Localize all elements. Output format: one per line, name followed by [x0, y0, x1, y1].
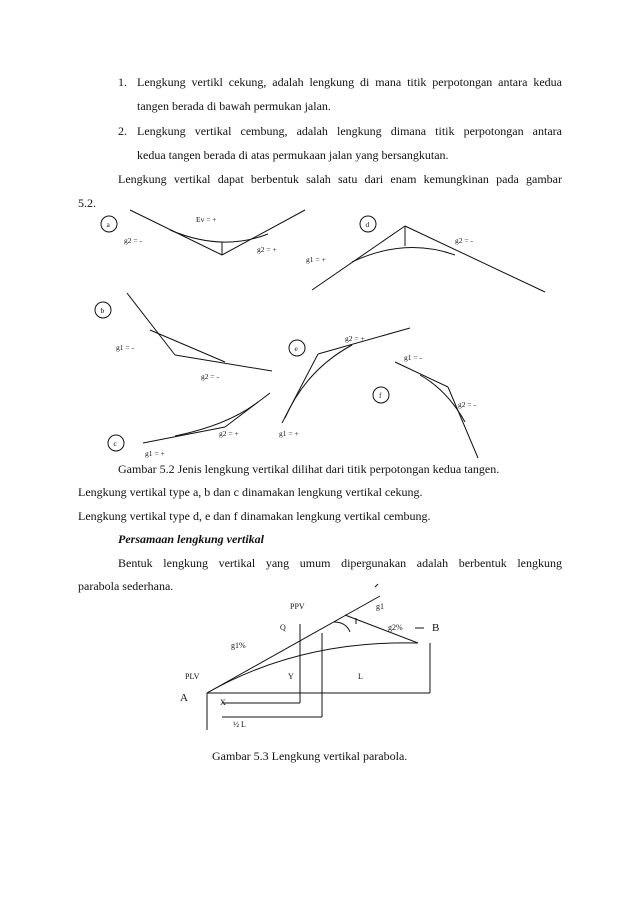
- fig-a-g2-left-label: g2 = -: [124, 236, 142, 245]
- fig-e-g1-label: g1 = +: [279, 429, 299, 438]
- fig-d-tag: d: [365, 220, 370, 229]
- fig-b-tag: b: [100, 306, 105, 315]
- list-item-2-line-1: Lengkung vertikal cembung, adalah lengkung dimana titik perpotongan antara: [137, 124, 562, 138]
- paragraph-2-line-2: parabola sederhana.: [78, 579, 174, 593]
- fig-a-g2-right-label: g2 = +: [257, 245, 277, 254]
- list-item-2-line-2: kedua tangen berada di atas permukaan jalan yang bersangkutan.: [137, 148, 449, 162]
- fig-d-g2-label: g2 = -: [455, 236, 473, 245]
- figure-5-3-caption: Gambar 5.3 Lengkung vertikal parabola.: [212, 749, 408, 763]
- fig53-g2-label: g2%: [388, 623, 403, 632]
- fig53-half-l-label: ½ L: [233, 720, 246, 729]
- paragraph-1-line-2: 5.2.: [78, 196, 96, 210]
- fig53-l-label: L: [358, 672, 363, 681]
- fig53-g1pct-label: g1%: [231, 641, 246, 650]
- list-item-1-line-2: tangen berada di bawah permukan jalan.: [137, 99, 331, 113]
- fig-d-g1-label: g1 = +: [306, 255, 326, 264]
- fig-a-ev-label: Ev = +: [196, 215, 217, 224]
- fig-f-tag: f: [379, 391, 382, 400]
- fig53-ppv-label: PPV: [290, 602, 305, 611]
- fig53-q-label: Q: [280, 623, 286, 632]
- fig53-g1-label: g1: [376, 602, 384, 611]
- list-number-1: 1.: [118, 75, 127, 89]
- fig-e-g2-label: g2 = +: [345, 334, 365, 343]
- fig-b-g1-label: g1 = -: [116, 343, 134, 352]
- list-item-1-line-1: Lengkung vertikl cekung, adalah lengkung di mana titik perpotongan antara kedua: [137, 75, 562, 89]
- convex-types-line: Lengkung vertikal type d, e dan f dinamakan lengkung vertikal cembung.: [78, 509, 431, 523]
- fig53-b-label: B: [432, 622, 440, 634]
- fig-c-g1-label: g1 = +: [145, 449, 165, 458]
- fig53-y-label: Y: [288, 672, 294, 681]
- paragraph-1-line-1: Lengkung vertikal dapat berbentuk salah satu dari enam kemungkinan pada gambar: [118, 172, 562, 186]
- fig53-g1-tick: [375, 584, 378, 587]
- list-number-2: 2.: [118, 124, 127, 138]
- paragraph-2-line-1: Bentuk lengkung vertikal yang umum dipergunakan adalah berbentuk lengkung: [118, 556, 562, 570]
- fig-c-tag: c: [113, 439, 117, 448]
- fig53-angle-arc: [334, 622, 350, 632]
- fig-b-g2-label: g2 = -: [201, 372, 219, 381]
- fig53-parabola: [207, 643, 418, 693]
- fig-f-g2-label: g2 = -: [458, 400, 476, 409]
- section-heading: Persamaan lengkung vertikal: [118, 532, 265, 546]
- fig-c-g2-label: g2 = +: [219, 429, 239, 438]
- fig53-plv-label: PLV: [185, 672, 200, 681]
- fig-a-tag: a: [106, 220, 110, 229]
- figure-5-2-caption: Gambar 5.2 Jenis lengkung vertikal dilihat dari titik perpotongan kedua tangen.: [118, 462, 500, 476]
- fig-f-g1-label: g1 = -: [404, 353, 422, 362]
- fig53-a-label: A: [180, 692, 188, 704]
- fig53-x-label: X: [220, 698, 226, 707]
- fig-e-tag: e: [294, 344, 298, 353]
- concave-types-line: Lengkung vertikal type a, b dan c dinamakan lengkung vertikal cekung.: [78, 485, 423, 499]
